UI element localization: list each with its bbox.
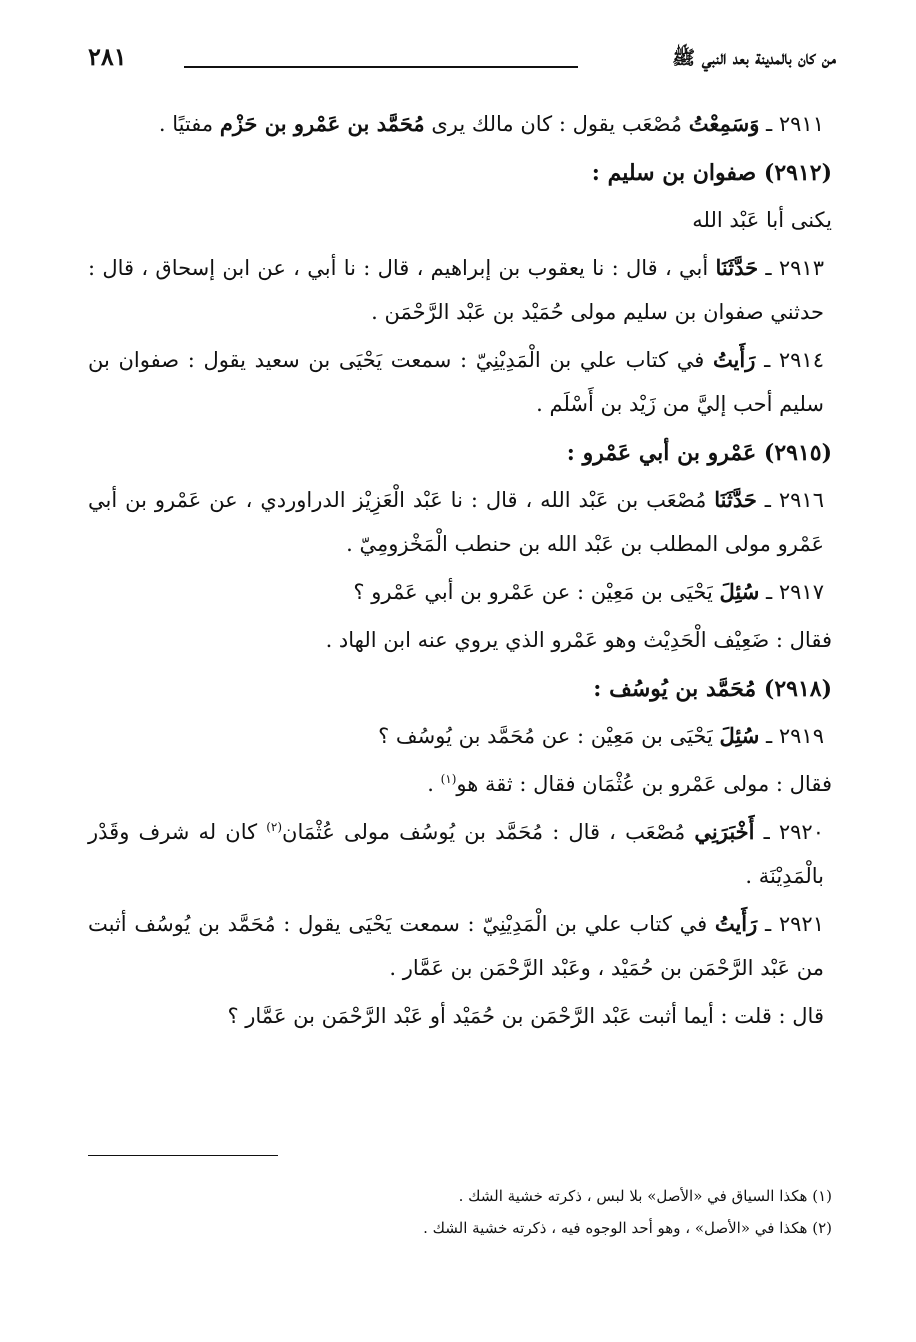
footnote-2: (٢) هكذا في «الأصل» ، وهو أحد الوجوه فيه ، ذكرته خشية الشك . bbox=[423, 1219, 832, 1237]
heading-2912 bbox=[88, 150, 832, 196]
transmission-verb: حَدَّثَنَا bbox=[715, 255, 759, 280]
entry-text: يَحْيَى بن مَعِيْن : عن مُحَمَّد بن يُوسُف ؟ bbox=[378, 724, 713, 748]
page-number: ٢٨١ bbox=[88, 42, 127, 71]
entry-2916 bbox=[88, 478, 832, 566]
transmission-verb: حَدَّثَنَا bbox=[714, 487, 757, 512]
entry-2917-answer: فقال : ضَعِيْف الْحَدِيْث وهو عَمْرو الذي يروي عنه ابن الهاد . bbox=[325, 628, 832, 652]
page-header bbox=[88, 42, 836, 82]
entry-text-end: كان له شرف وقَدْر بالْمَدِيْنَة . bbox=[88, 820, 824, 888]
transmission-verb: وَسَمِعْتُ bbox=[688, 111, 760, 136]
heading-number: (٢٩١٥) bbox=[763, 440, 832, 466]
entry-2914 bbox=[88, 338, 832, 426]
entry-2919-answer bbox=[88, 762, 832, 806]
heading-title: صفوان بن سليم : bbox=[591, 160, 757, 186]
narrator-name: مُحَمَّد بن عَمْرو بن حَزْم bbox=[219, 111, 425, 136]
entry-text: أبي ، قال : نا يعقوب بن إبراهيم ، قال : نا أبي ، عن ابن إسحاق ، قال : حدثني صفوان بن سليم مولى حُمَيْد بن عَبْد الرَّحْمَن . bbox=[88, 256, 824, 324]
entry-number: ٢٩١٦ ـ bbox=[764, 488, 824, 512]
entry-text: مُصْعَب ، قال : مُحَمَّد بن يُوسُف مولى عُثْمَان bbox=[282, 820, 686, 844]
transmission-verb: أَخْبَرَنِي bbox=[694, 819, 755, 844]
transmission-verb: رَأَيتُ bbox=[714, 911, 758, 936]
entry-2917 bbox=[88, 570, 832, 614]
entry-2913 bbox=[88, 246, 832, 334]
entry-number: ٢٩١٤ ـ bbox=[764, 348, 824, 372]
heading-2918 bbox=[88, 666, 832, 712]
entry-2920 bbox=[88, 810, 832, 898]
entry-text: في كتاب علي بن الْمَدِيْنِيّ : سمعت يَحْيَى بن سعيد يقول : صفوان بن سليم أحب إليَّ من زَيْد بن أَسْلَم . bbox=[88, 348, 824, 416]
running-title: من كان بالمدينة بعد النبي ﷺ bbox=[672, 47, 836, 69]
transmission-verb: رَأَيتُ bbox=[712, 347, 756, 372]
header-rule bbox=[184, 66, 578, 68]
transmission-verb: سُئِلَ bbox=[719, 723, 760, 748]
entry-text: مُصْعَب بن عَبْد الله ، قال : نا عَبْد الْعَزِيْز الدراوردي ، عن عَمْرو بن أبي عَمْرو مولى المطلب بن عَبْد الله بن حنطب الْمَخْزومِيّ . bbox=[88, 488, 824, 556]
entry-number: ٢٩٢١ ـ bbox=[765, 912, 824, 936]
entry-2921-question: قال : قلت : أيما أثبت عَبْد الرَّحْمَن بن حُمَيْد أو عَبْد الرَّحْمَن بن عَمَّار ؟ bbox=[227, 1004, 824, 1028]
entry-number: ٢٩١٧ ـ bbox=[766, 580, 824, 604]
entry-2911 bbox=[88, 102, 832, 146]
answer-text: فقال : مولى عَمْرو بن عُثْمَان فقال : ثقة هو bbox=[456, 772, 832, 796]
entry-number: ٢٩١٣ ـ bbox=[765, 256, 824, 280]
footnote-ref: (١) bbox=[440, 772, 457, 786]
entry-text-end: مفتيًا . bbox=[158, 112, 214, 136]
entry-2921 bbox=[88, 902, 832, 990]
entry-text: مُصْعَب يقول : كان مالك يرى bbox=[431, 112, 683, 136]
entry-number: ٢٩١٩ ـ bbox=[766, 724, 824, 748]
footnote-1: (١) هكذا السياق في «الأصل» بلا لبس ، ذكرته خشية الشك . bbox=[458, 1187, 832, 1205]
kunya-line: يكنى أبا عَبْد الله bbox=[692, 208, 832, 232]
entry-text: في كتاب علي بن الْمَدِيْنِيّ : سمعت يَحْيَى يقول : مُحَمَّد بن يُوسُف أثبت من عَبْد الرَّحْمَن بن حُمَيْد ، وعَبْد الرَّحْمَن بن عَمَّار . bbox=[88, 912, 824, 980]
footnotes bbox=[88, 1180, 832, 1244]
heading-2915 bbox=[88, 430, 832, 476]
heading-number: (٢٩١٢) bbox=[763, 160, 832, 186]
transmission-verb: سُئِلَ bbox=[719, 579, 760, 604]
entry-text: يَحْيَى بن مَعِيْن : عن عَمْرو بن أبي عَمْرو ؟ bbox=[353, 580, 713, 604]
entry-number: ٢٩٢٠ ـ bbox=[763, 820, 824, 844]
answer-end: . bbox=[427, 772, 434, 796]
footnote-ref: (٢) bbox=[266, 820, 283, 834]
heading-title: مُحَمَّد بن يُوسُف : bbox=[593, 676, 757, 702]
page-body bbox=[88, 102, 832, 1042]
entry-2919 bbox=[88, 714, 832, 758]
heading-title: عَمْرو بن أبي عَمْرو : bbox=[566, 440, 757, 466]
heading-number: (٢٩١٨) bbox=[763, 676, 832, 702]
entry-number: ٢٩١١ ـ bbox=[766, 112, 824, 136]
footnote-rule bbox=[88, 1155, 278, 1156]
